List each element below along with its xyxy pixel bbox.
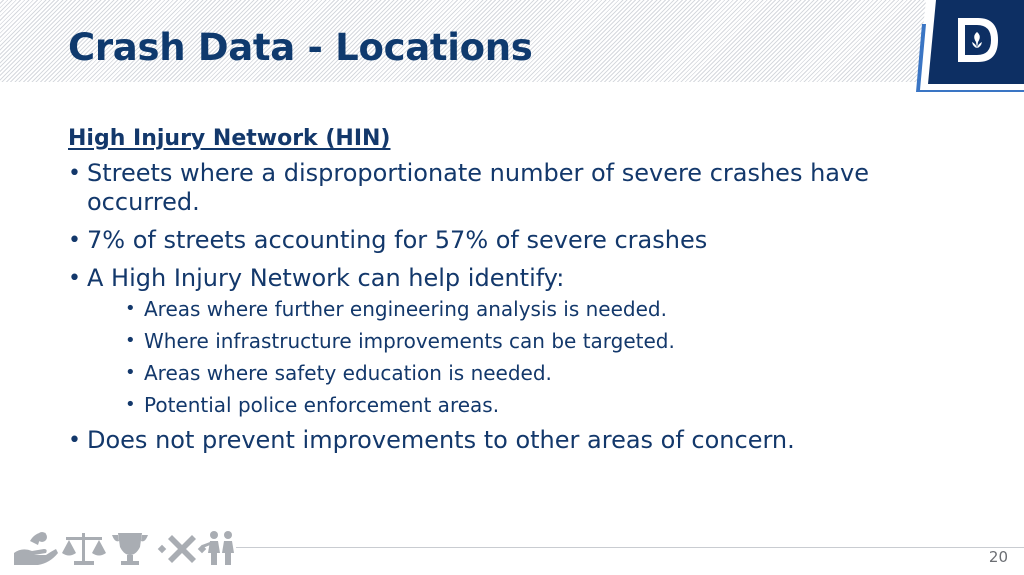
sub-bullet-item <box>125 393 968 417</box>
bullet-text: A High Injury Network can help identify: <box>87 264 565 292</box>
scales-icon <box>62 533 106 565</box>
bullet-text: 7% of streets accounting for 57% of severe crashes <box>87 226 708 254</box>
slide-body <box>68 126 968 464</box>
people-icon <box>202 531 234 565</box>
bullet-item <box>68 159 968 217</box>
page-number: 20 <box>988 548 1008 566</box>
helping-hand-icon <box>14 532 58 565</box>
city-d-logo-icon <box>912 0 1024 94</box>
sub-bullet-item <box>125 361 968 385</box>
bullet-item <box>68 226 968 255</box>
bullet-text: Streets where a disproportionate number of severe crashes have occurred. <box>87 159 869 216</box>
trophy-icon <box>112 533 148 565</box>
diamond-cross-icon <box>158 535 206 563</box>
sub-bullet-text: Areas where safety education is needed. <box>144 361 552 385</box>
sub-bullet-text: Areas where further engineering analysis is needed. <box>144 297 667 321</box>
bullet-item <box>68 264 968 417</box>
slide-title: Crash Data - Locations <box>68 26 533 69</box>
sub-bullet-item <box>125 329 968 353</box>
sub-bullet-text: Where infrastructure improvements can be targeted. <box>144 329 675 353</box>
bullet-item <box>68 426 968 455</box>
bullet-list <box>68 159 968 455</box>
sub-bullet-text: Potential police enforcement areas. <box>144 393 500 417</box>
hin-heading: High Injury Network (HIN) <box>68 126 391 151</box>
sub-bullet-list <box>87 297 968 417</box>
footer-divider <box>236 547 1024 548</box>
footer-icon-strip <box>12 527 234 569</box>
bullet-text: Does not prevent improvements to other areas of concern. <box>87 426 795 454</box>
sub-bullet-item <box>125 297 968 321</box>
